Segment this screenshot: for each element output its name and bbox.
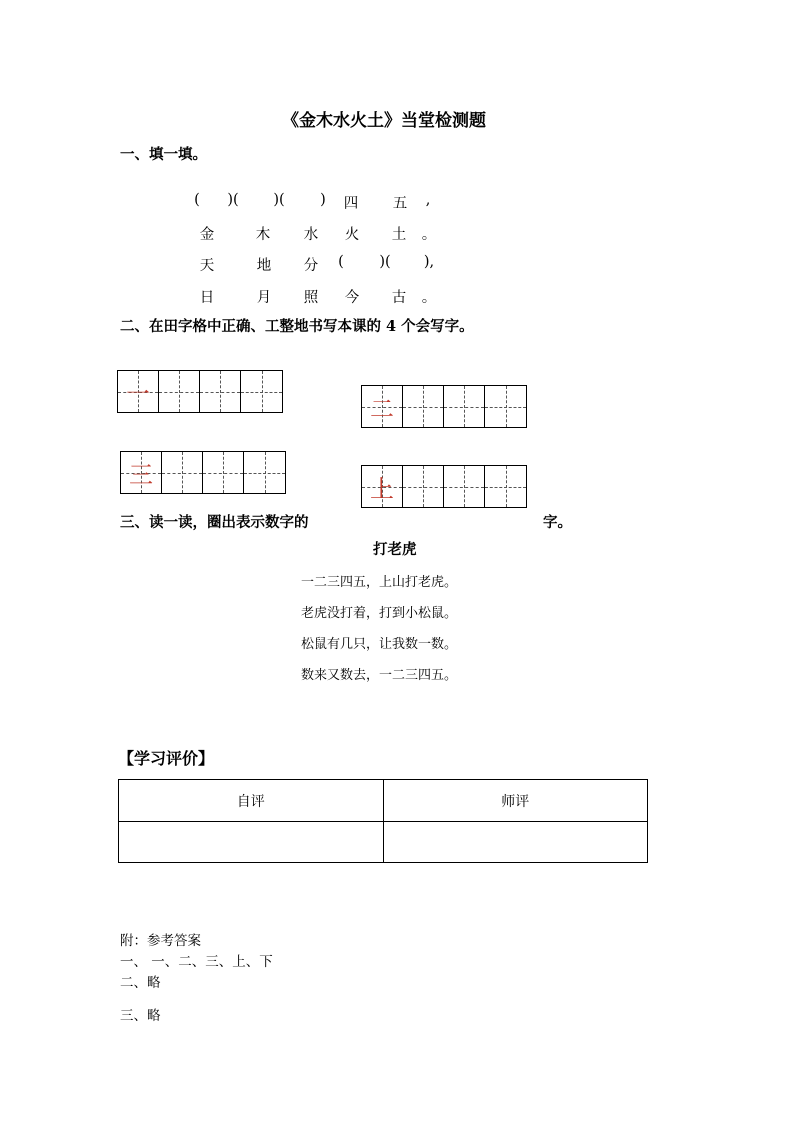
char: 照 (303, 290, 319, 306)
model-char: 二 (370, 395, 394, 423)
answer-line: 二、略 (120, 975, 161, 991)
blank-mid: )( (227, 192, 239, 208)
grid-cell[interactable] (444, 386, 485, 427)
writing-grid-3[interactable] (120, 451, 286, 494)
char: 地 (256, 258, 272, 274)
char: 火 (344, 227, 360, 243)
self-eval-header: 自评 (119, 780, 384, 822)
table-header-row (119, 780, 648, 822)
teacher-eval-header: 师评 (383, 780, 648, 822)
char: 古 (391, 290, 407, 306)
poem-line: 一二三四五，上山打老虎。 (301, 575, 458, 590)
char: 今 (344, 290, 360, 306)
punct: 。 (421, 227, 437, 243)
grid-cell[interactable] (118, 371, 159, 412)
blank-open: ( (338, 254, 344, 270)
grid-cell[interactable] (203, 452, 244, 493)
grid-cell[interactable] (403, 386, 444, 427)
char: 天 (199, 258, 215, 274)
grid-cell[interactable] (162, 452, 203, 493)
section1-heading: 一、填一填。 (120, 146, 207, 163)
evaluation-table (118, 779, 648, 863)
char: 日 (199, 290, 215, 306)
grid-cell[interactable] (444, 466, 485, 507)
poem-title: 打老虎 (373, 541, 417, 558)
grid-cell[interactable] (121, 452, 162, 493)
grid-cell[interactable] (244, 452, 285, 493)
table-row (119, 822, 648, 863)
evaluation-heading: 【学习评价】 (118, 749, 215, 768)
answers-heading: 附：参考答案 (120, 933, 201, 949)
blank-close: ), (423, 254, 435, 270)
char: 金 (199, 227, 215, 243)
grid-cell[interactable] (403, 466, 444, 507)
teacher-eval-cell[interactable] (383, 822, 648, 863)
model-char: 三 (129, 461, 153, 489)
page-title: 《金木水火土》当堂检测题 (282, 111, 486, 131)
writing-grid-1[interactable] (117, 370, 283, 413)
char: 木 (255, 227, 271, 243)
model-char: 一 (126, 380, 150, 408)
section2-heading: 二、在田字格中正确、工整地书写本课的 4 个会写字。 (120, 318, 474, 335)
grid-cell[interactable] (362, 466, 403, 507)
punct: , (425, 192, 431, 208)
section3-heading-tail: 字。 (543, 514, 572, 531)
grid-cell[interactable] (485, 466, 526, 507)
grid-cell[interactable] (200, 371, 241, 412)
blank-mid: )( (379, 254, 391, 270)
punct: 。 (421, 290, 437, 306)
char: 土 (391, 227, 407, 243)
grid-cell[interactable] (241, 371, 282, 412)
answer-line: 三、略 (120, 1008, 161, 1024)
blank-open: ( (194, 192, 200, 208)
poem-line: 松鼠有几只，让我数一数。 (301, 637, 458, 652)
writing-grid-2[interactable] (361, 385, 527, 428)
char-si: 四 (343, 196, 359, 212)
char-wu: 五 (392, 196, 408, 212)
answer-line: 一、 一、二、三、上、下 (120, 954, 273, 970)
section3-heading: 三、读一读，圈出表示数字的 (120, 514, 309, 531)
char: 水 (303, 227, 319, 243)
grid-cell[interactable] (159, 371, 200, 412)
poem-line: 老虎没打着，打到小松鼠。 (301, 606, 458, 621)
char: 月 (256, 290, 272, 306)
blank-mid: )( (273, 192, 285, 208)
grid-cell[interactable] (485, 386, 526, 427)
writing-grid-4[interactable] (361, 465, 527, 508)
model-char: 上 (370, 475, 394, 503)
self-eval-cell[interactable] (119, 822, 384, 863)
blank-close: ) (320, 192, 326, 208)
poem-line: 数来又数去，一二三四五。 (301, 668, 458, 683)
grid-cell[interactable] (362, 386, 403, 427)
char: 分 (303, 258, 319, 274)
